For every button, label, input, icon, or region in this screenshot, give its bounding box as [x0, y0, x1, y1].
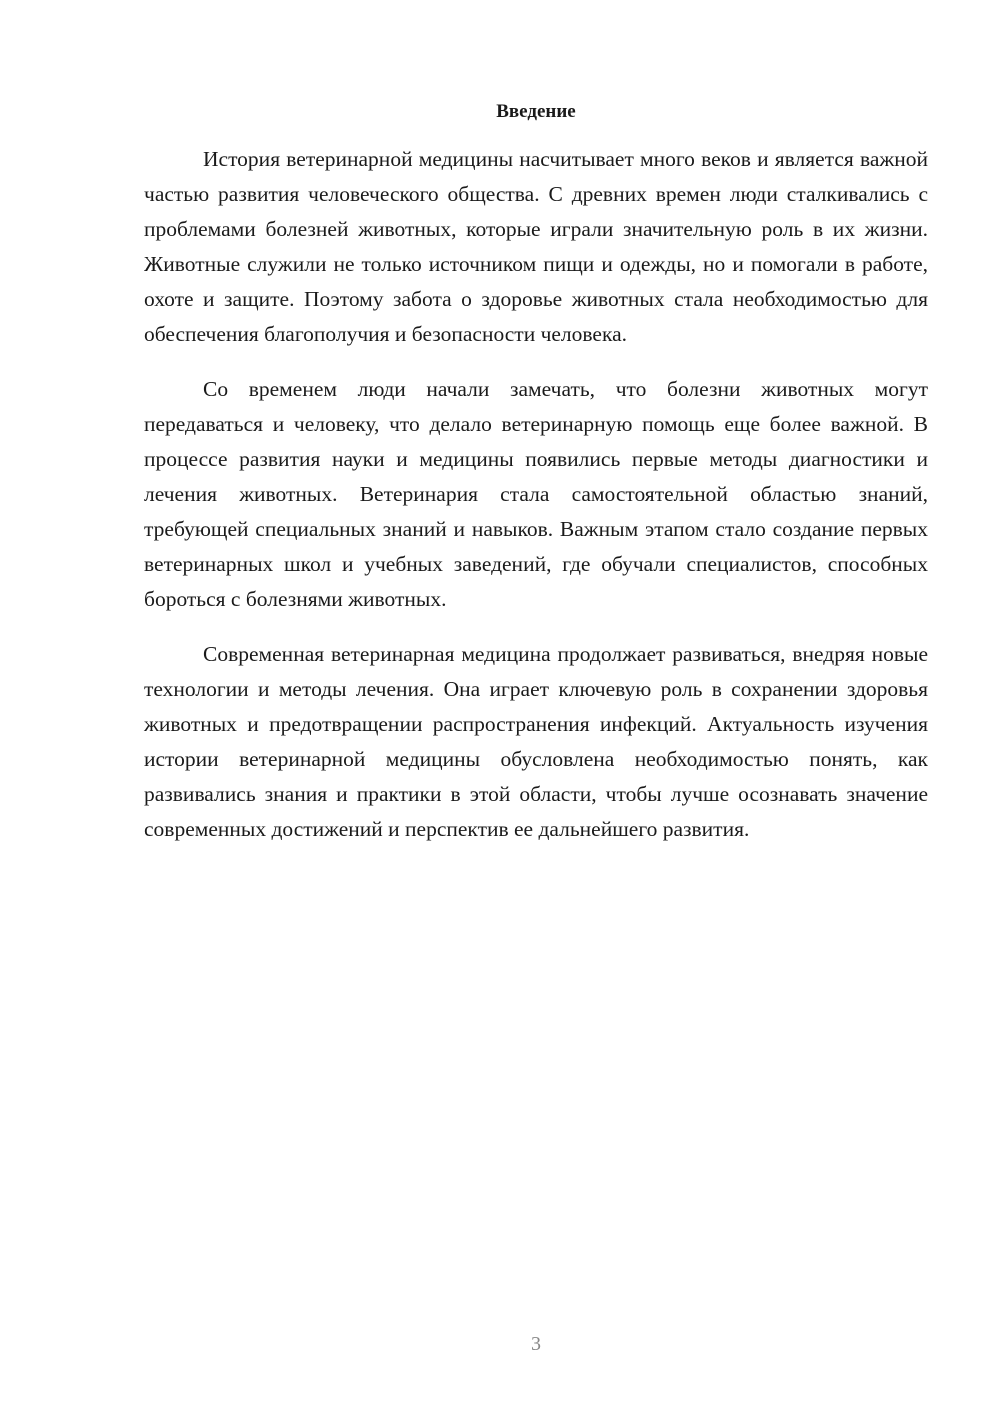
page-title: Введение: [496, 101, 576, 122]
paragraph-1: История ветеринарной медицины насчитывает много веков и является важной частью развития человеческого общества. С древних времен люди сталкивались с проблемами болезней животных, которые играли значительную роль в их жизни. Животные служили не только источником пищи и одежды, но и помогали в работе, охоте и защите. Поэтому забота о здоровье животных стала необходимостью для обеспечения благополучия и безопасности человека.: [144, 147, 928, 346]
page-number: 3: [531, 1333, 541, 1355]
paragraph-2: Со временем люди начали замечать, что болезни животных могут передаваться и человеку, что делало ветеринарную помощь еще более важной. В процессе развития науки и медицины появились первые методы диагностики и лечения животных. Ветеринария стала самостоятельной областью знаний, требующей специальных знаний и навыков. Важным этапом стало создание первых ветеринарных школ и учебных заведений, где обучали специалистов, способных бороться с болезнями животных.: [144, 377, 928, 611]
body-text: [144, 142, 928, 867]
paragraph-3: Современная ветеринарная медицина продолжает развиваться, внедряя новые технологии и методы лечения. Она играет ключевую роль в сохранении здоровья животных и предотвращении распространения инфекций. Актуальность изучения истории ветеринарной медицины обусловлена необходимостью понять, как развивались знания и практики в этой области, чтобы лучше осознавать значение современных достижений и перспектив ее дальнейшего развития.: [144, 642, 928, 841]
